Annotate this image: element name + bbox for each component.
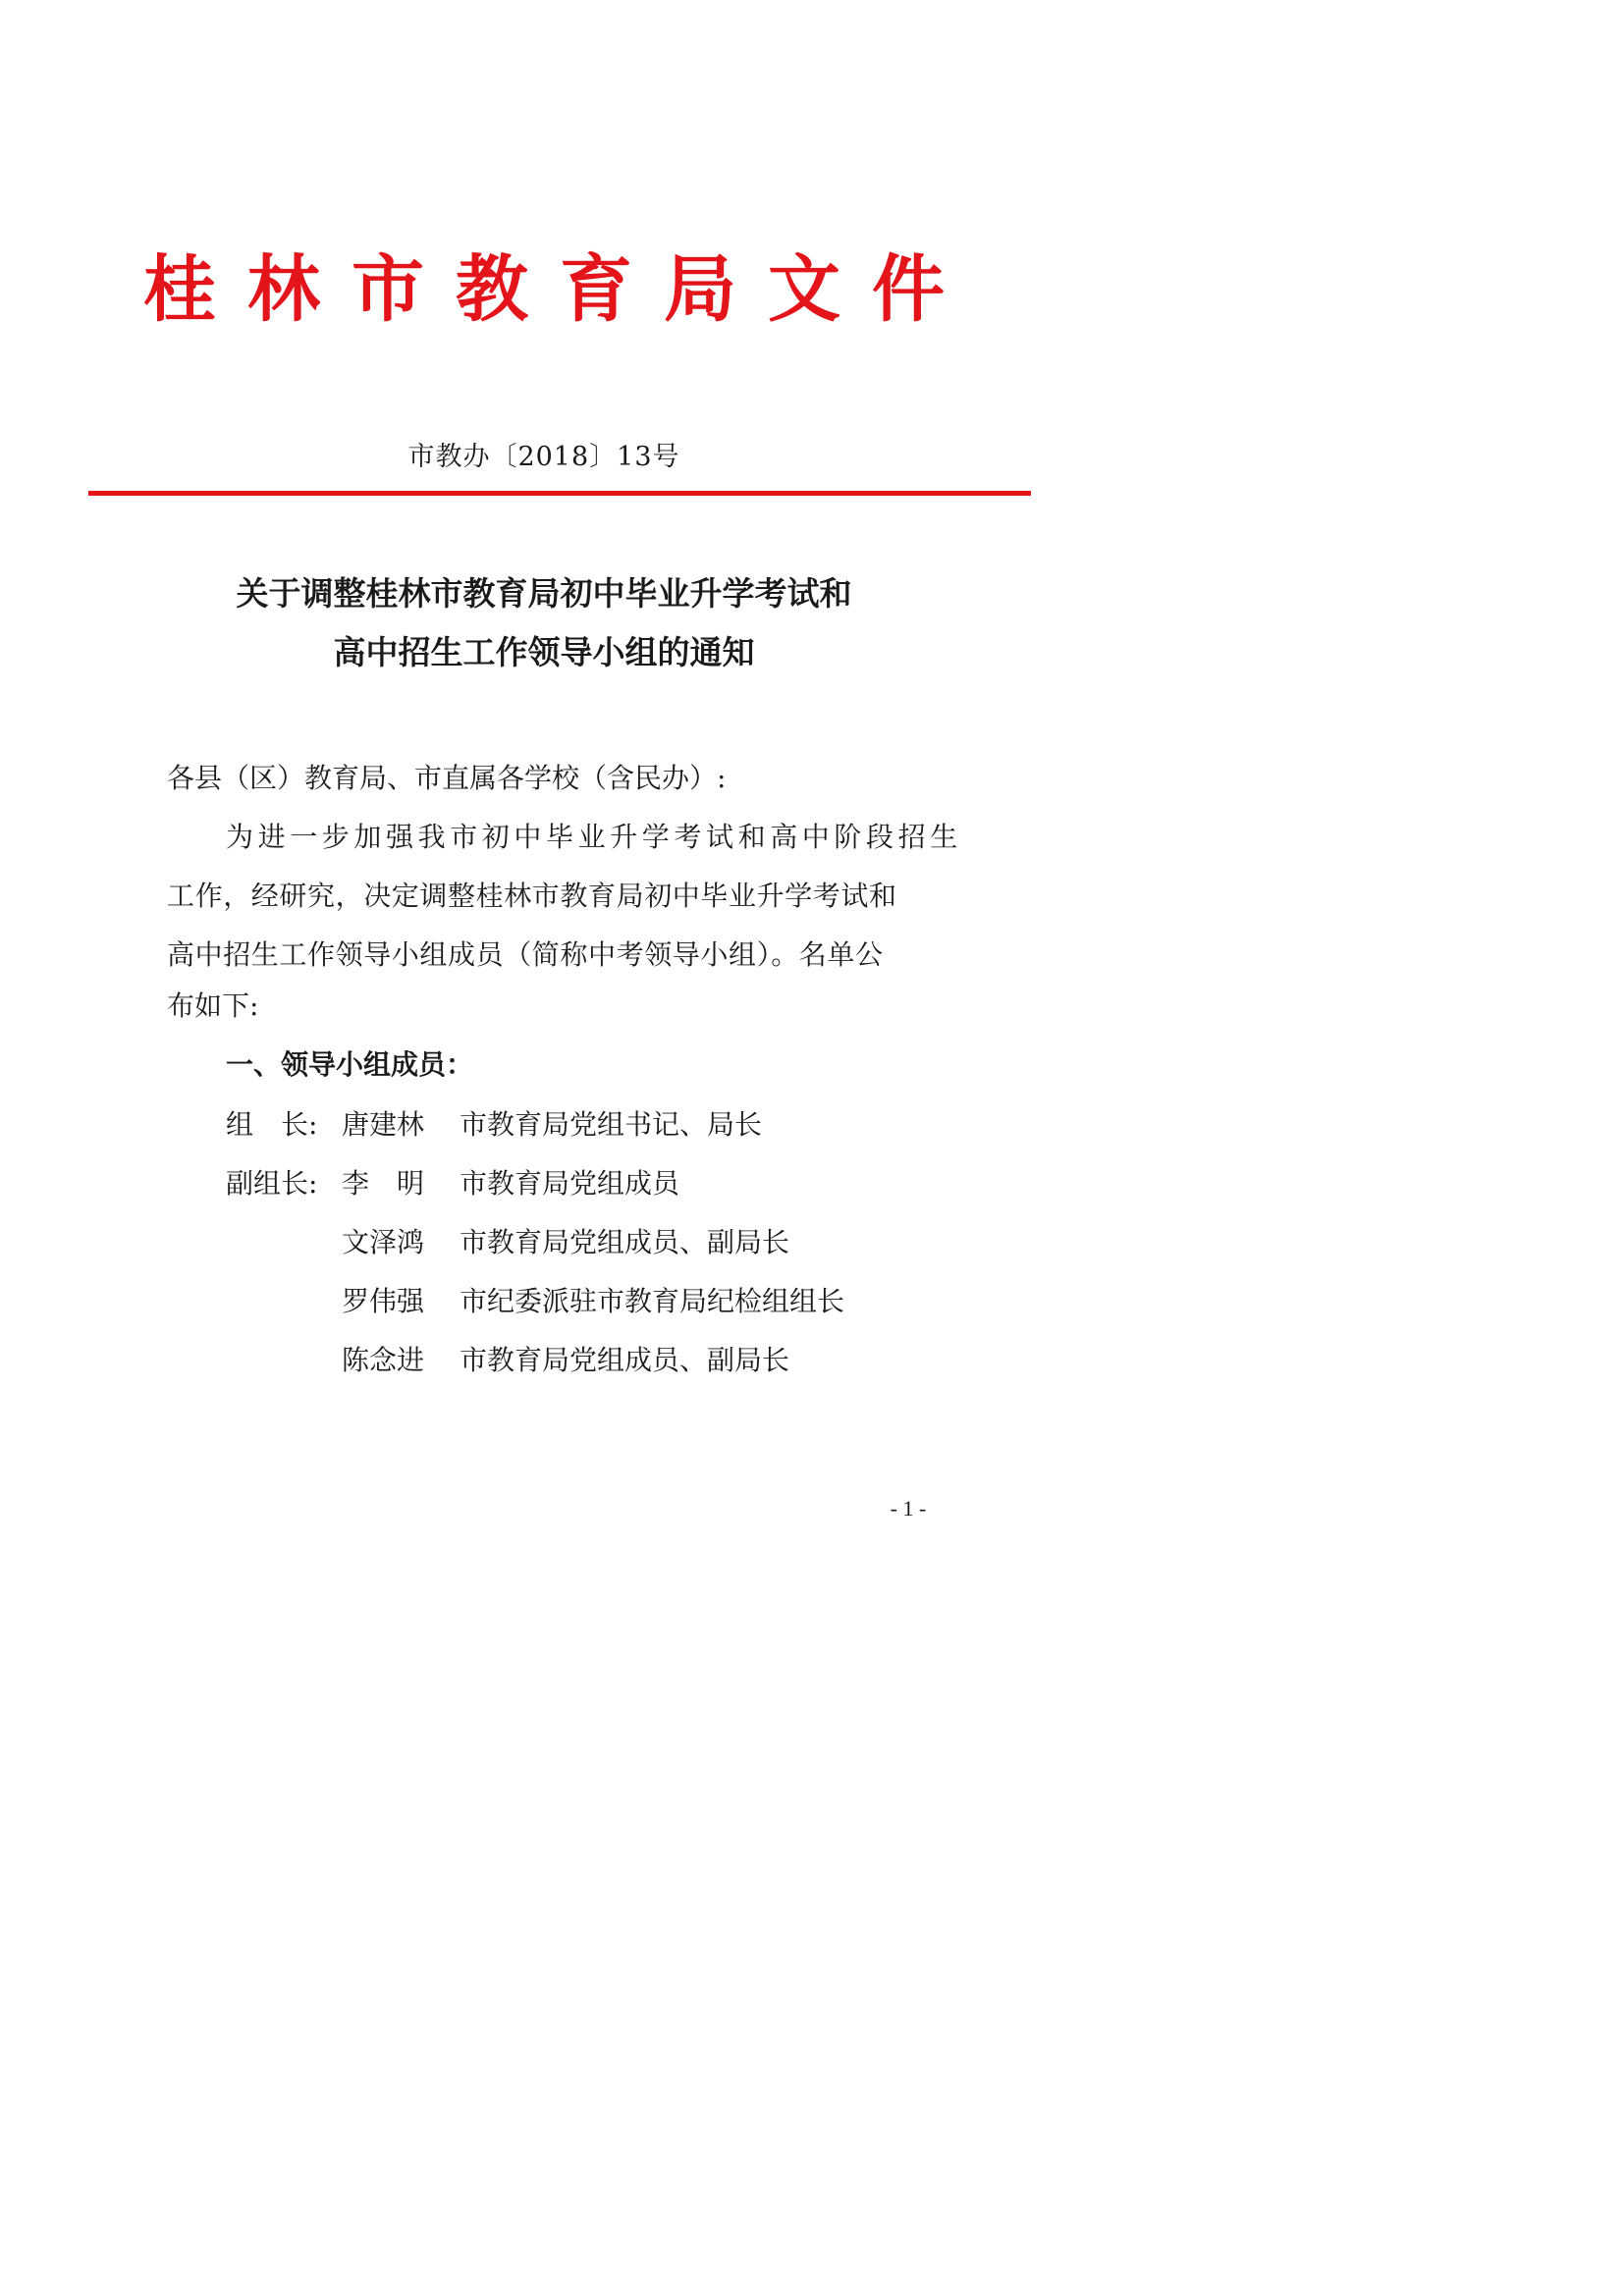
document-masthead — [0, 240, 1088, 339]
body-text: 为进一步加强我市初中毕业升学考试和高中阶段招生 — [226, 821, 962, 853]
masthead-char: 局 — [664, 247, 736, 332]
member-row — [0, 1341, 1088, 1380]
masthead-char: 件 — [872, 247, 945, 332]
body-line-2 — [167, 877, 923, 916]
salutation: 各县（区）教育局、市直属各学校（含民办）: — [167, 762, 727, 794]
section-heading: 一、领导小组成员： — [226, 1048, 474, 1081]
member-name: 陈念进 — [342, 1344, 425, 1376]
masthead-char: 教 — [456, 247, 528, 332]
notice-title-line-1: 关于调整桂林市教育局初中毕业升学考试和 — [236, 574, 852, 613]
document-number: 市教办〔2018〕13号 — [407, 442, 680, 472]
body-text: 工作，经研究，决定调整桂林市教育局初中毕业升学考试和 — [167, 880, 897, 912]
member-duty: 市纪委派驻市教育局纪检组组长 — [460, 1285, 845, 1317]
body-line-4 — [167, 987, 923, 1026]
body-text: 高中招生工作领导小组成员（简称中考领导小组）。名单公 — [167, 938, 884, 971]
member-row — [0, 1223, 1088, 1262]
member-name: 罗伟强 — [342, 1285, 425, 1317]
body-text: 布如下: — [167, 989, 259, 1022]
member-row — [0, 1282, 1088, 1321]
masthead-char: 林 — [247, 247, 320, 332]
notice-title-line-2: 高中招生工作领导小组的通知 — [333, 633, 755, 671]
member-name: 文泽鸿 — [342, 1226, 425, 1258]
member-role: 组 长: — [226, 1108, 318, 1141]
member-duty: 市教育局党组成员 — [460, 1167, 680, 1200]
masthead-char: 文 — [768, 247, 840, 332]
red-divider — [88, 491, 1031, 496]
masthead-char: 市 — [352, 247, 424, 332]
page-number: - 1 - — [890, 1496, 927, 1521]
member-duty: 市教育局党组成员、副局长 — [460, 1226, 790, 1258]
masthead-char: 育 — [560, 247, 632, 332]
member-duty: 市教育局党组书记、局长 — [460, 1108, 763, 1141]
member-name: 唐建林 — [342, 1108, 425, 1141]
masthead-char: 桂 — [143, 247, 216, 332]
member-row — [0, 1164, 1088, 1203]
body-line-3 — [167, 935, 923, 975]
member-duty: 市教育局党组成员、副局长 — [460, 1344, 790, 1376]
body-line-1 — [226, 818, 962, 857]
member-name: 李 明 — [342, 1167, 425, 1200]
member-role: 副组长: — [226, 1167, 318, 1200]
member-row — [0, 1105, 1088, 1145]
